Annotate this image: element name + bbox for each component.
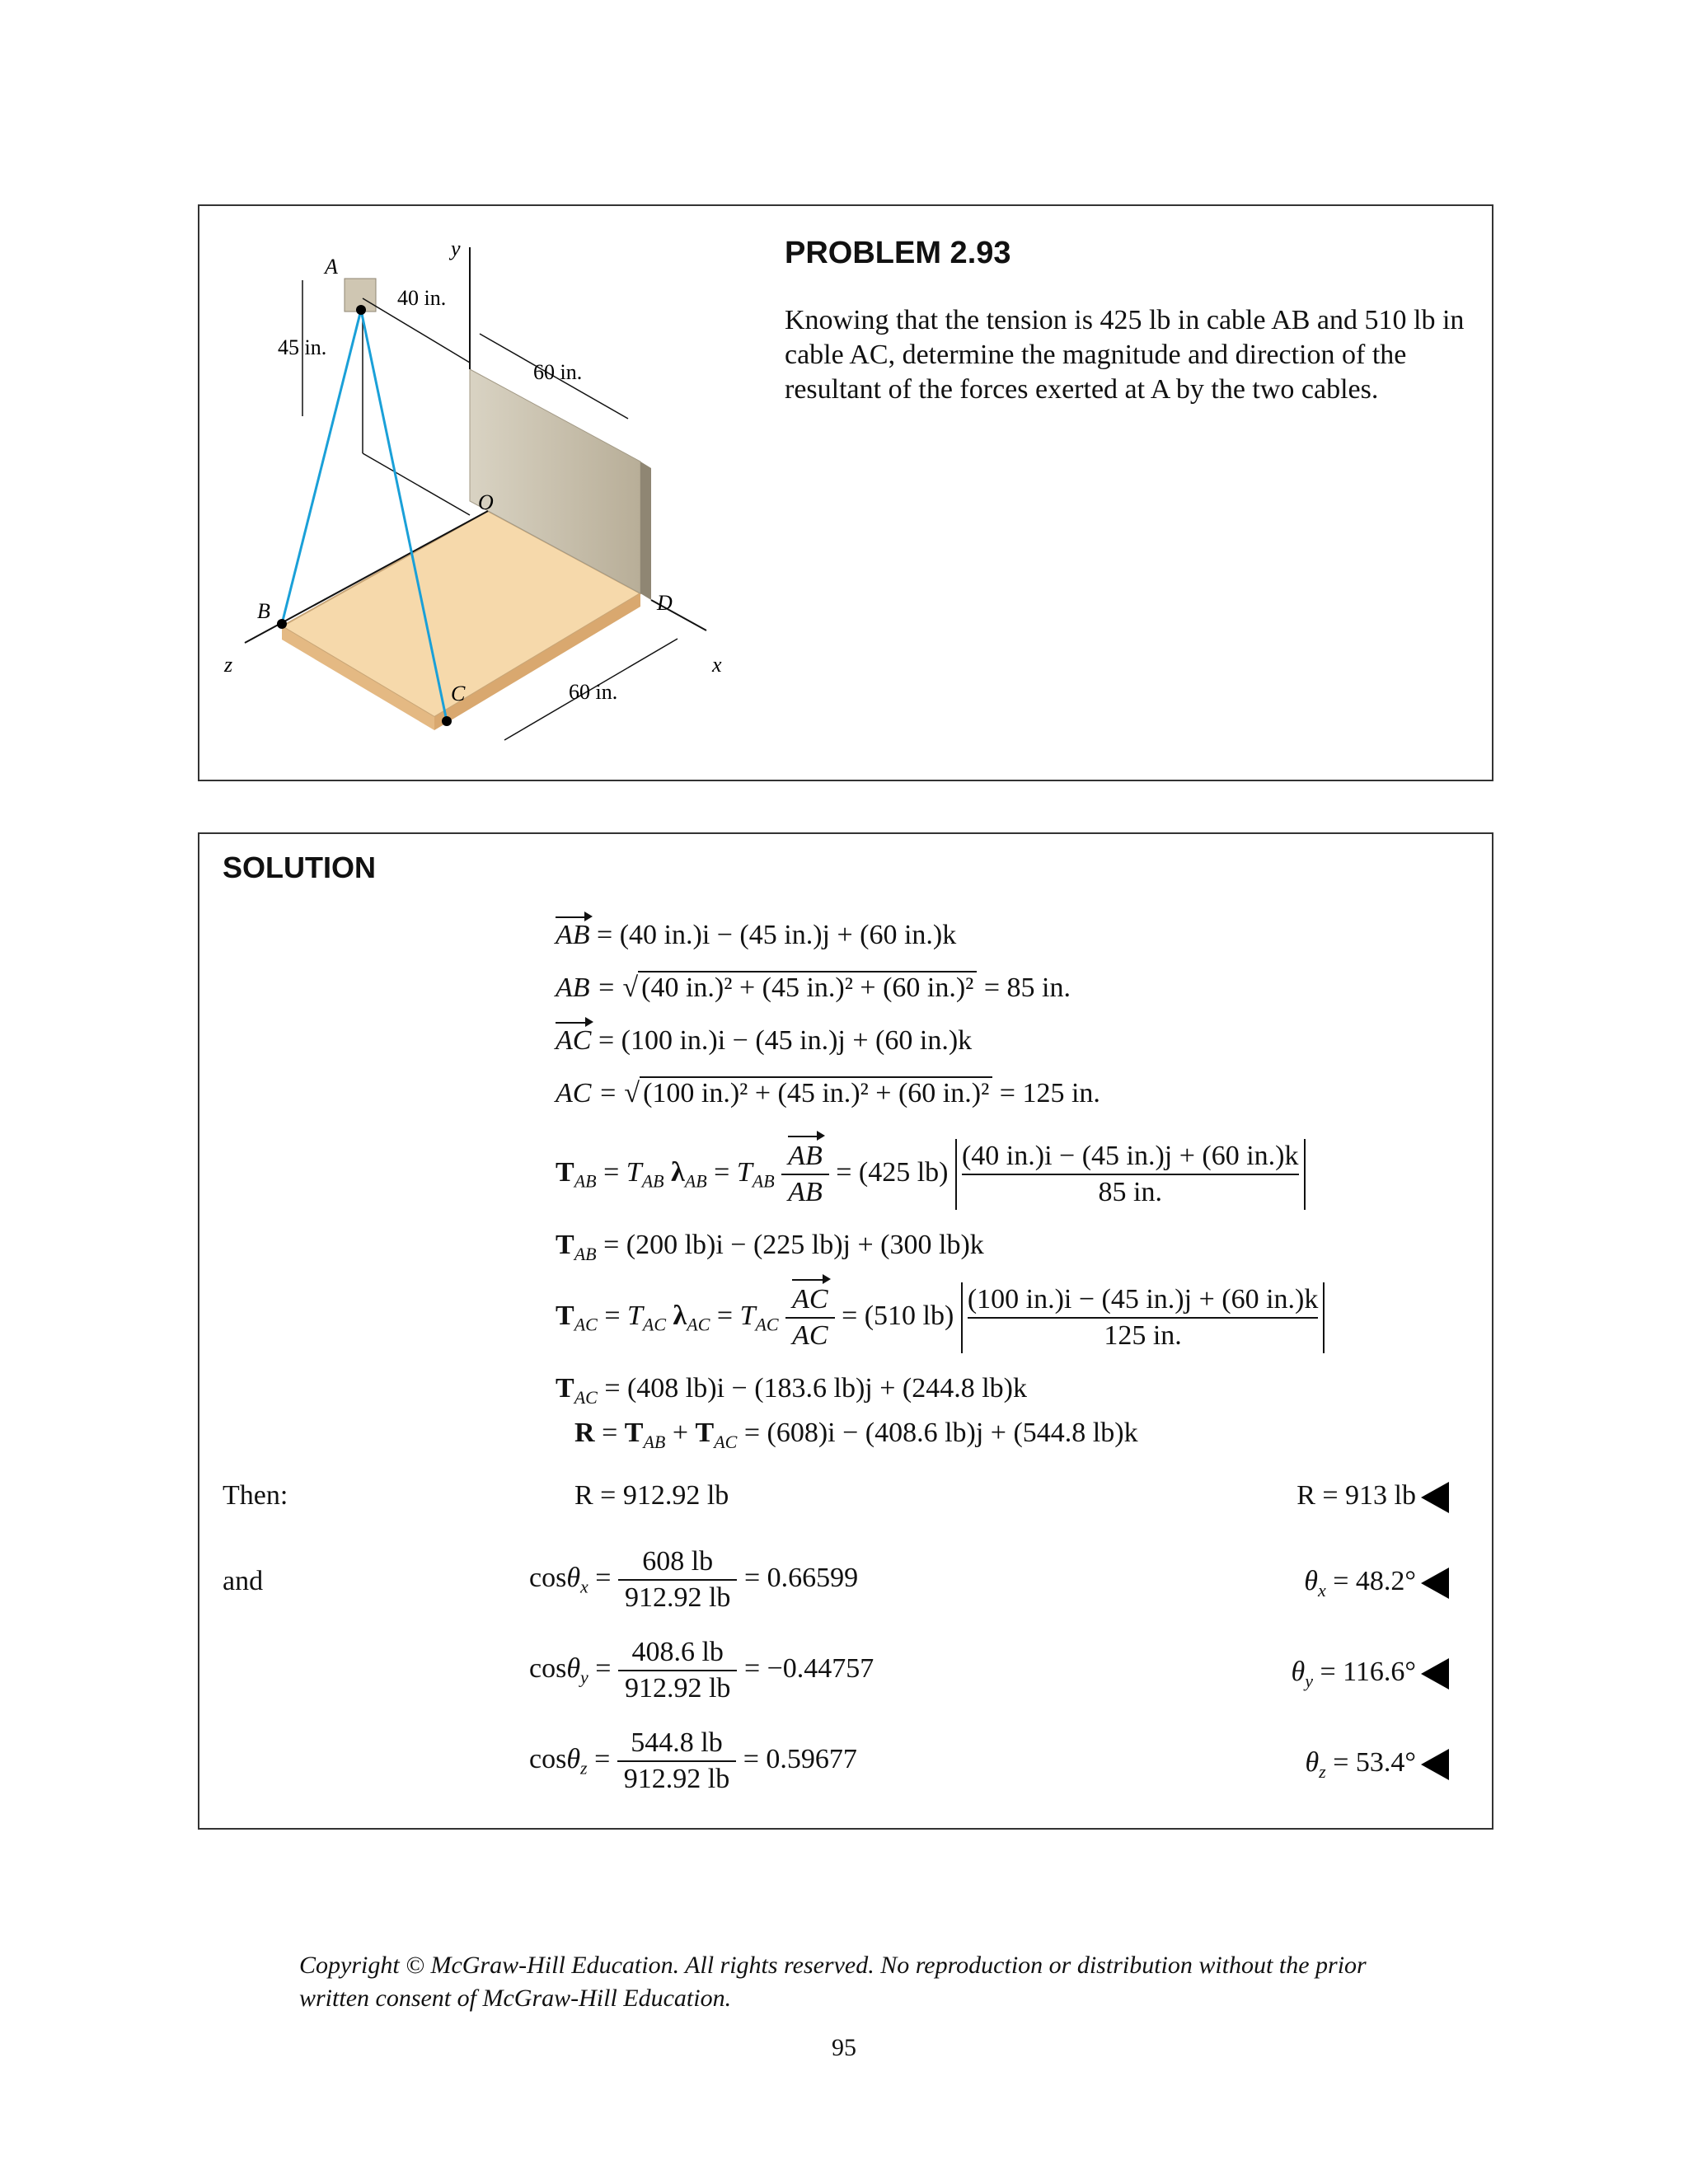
label-c: C <box>451 682 466 705</box>
eq-tab: $T_{AB} = T_{AB}$ $\lambda_{AB} = T_{AB}$ $\frac{AB}{AB}$ = (425 lb) $\frac{(40 in.)i - (45 in.)j + (60 in.)k}{85 in.}$ <box>556 1139 1306 1210</box>
answer-r: R = 913 lb <box>1296 1480 1449 1513</box>
answer-marker-icon <box>1421 1482 1449 1513</box>
eq-tac-result: $T_{AC} = (408$ lb)i − (183.6 lb)j + (244.8 lb)k <box>556 1373 1028 1408</box>
problem-title: PROBLEM 2.93 <box>785 236 1011 270</box>
problem-box <box>198 204 1493 781</box>
label-d: D <box>657 591 673 615</box>
problem-statement: Knowing that the tension is 425 lb in cable AB and 510 lb in cable AC, determine the magnitude and direction of the resultant of the forces exerted at A by the two cables. <box>785 305 1465 405</box>
eq-cos-z: cosθ$_z$ = $\frac{544.8 lb}{912.92 lb}$ = 0.59677 <box>529 1727 857 1794</box>
eq-r-sum: $R = T_{AB} + T_{AC} = (608)i - (408.6$ lb)j + (544.8 lb)k <box>574 1418 1138 1452</box>
eq-r-magnitude: R = 912.92 lb <box>574 1480 729 1511</box>
eq-tac: $T_{AC} = T_{AC}$ $\lambda_{AC} = T_{AC}$ $\frac{AC}{AC}$ = (510 lb) $\frac{(100 in.)i - (45 in.)j + (60 in.)k}{125 in.}$ <box>556 1282 1325 1353</box>
label-z: z <box>224 653 233 677</box>
answer-marker-icon <box>1421 1749 1449 1780</box>
label-x: x <box>712 653 722 677</box>
point-a <box>356 305 366 315</box>
eq-ab-magnitude: AB = √ (40 in.)² + (45 in.)² + (60 in.)² = 85 in. <box>556 972 1071 1003</box>
point-b <box>277 619 287 629</box>
helper-line-2 <box>363 453 470 515</box>
eq-ac-magnitude: AC = √ (100 in.)² + (45 in.)² + (60 in.)² = 125 in. <box>556 1078 1100 1108</box>
label-60-top: 60 in. <box>533 360 583 384</box>
answer-theta-x: $\theta_x = 48.2^\circ$ <box>1304 1566 1449 1601</box>
then-label: Then: <box>223 1480 288 1511</box>
point-c <box>442 716 452 726</box>
copyright-notice: Copyright © McGraw-Hill Education. All rights reserved. No reproduction or distribution without the prior written consent of McGraw-Hill Education. <box>299 1952 1367 2012</box>
eq-cos-y: cosθ$_y$ = $\frac{408.6 lb}{912.92 lb}$ = −0.44757 <box>529 1637 874 1704</box>
eq-tab-result: $T_{AB} = (200$ lb)i − (225 lb)j + (300 lb)k <box>556 1230 984 1264</box>
and-label: and <box>223 1566 264 1596</box>
solution-box <box>198 832 1493 1830</box>
label-40: 40 in. <box>397 286 447 310</box>
eq-ab-vector: AB = (40 in.)i − (45 in.)j + (60 in.)k <box>556 920 957 950</box>
answer-marker-icon <box>1421 1568 1449 1599</box>
label-a: A <box>325 255 338 279</box>
label-y: y <box>451 237 461 260</box>
label-45: 45 in. <box>278 335 327 359</box>
problem-figure <box>199 206 743 775</box>
page-number: 95 <box>832 2034 856 2061</box>
eq-cos-x: cosθ$_x$ = $\frac{608 lb}{912.92 lb}$ = 0.66599 <box>529 1546 859 1613</box>
label-60-bottom: 60 in. <box>569 680 618 704</box>
label-o: O <box>478 490 494 514</box>
solution-title: SOLUTION <box>223 851 376 884</box>
answer-marker-icon <box>1421 1658 1449 1690</box>
label-b: B <box>257 599 270 623</box>
eq-ac-vector: AC = (100 in.)i − (45 in.)j + (60 in.)k <box>556 1025 973 1056</box>
answer-theta-y: $\theta_y = 116.6^\circ$ <box>1292 1657 1449 1692</box>
wall-edge <box>640 462 651 600</box>
answer-theta-z: $\theta_z = 53.4^\circ$ <box>1305 1747 1449 1783</box>
